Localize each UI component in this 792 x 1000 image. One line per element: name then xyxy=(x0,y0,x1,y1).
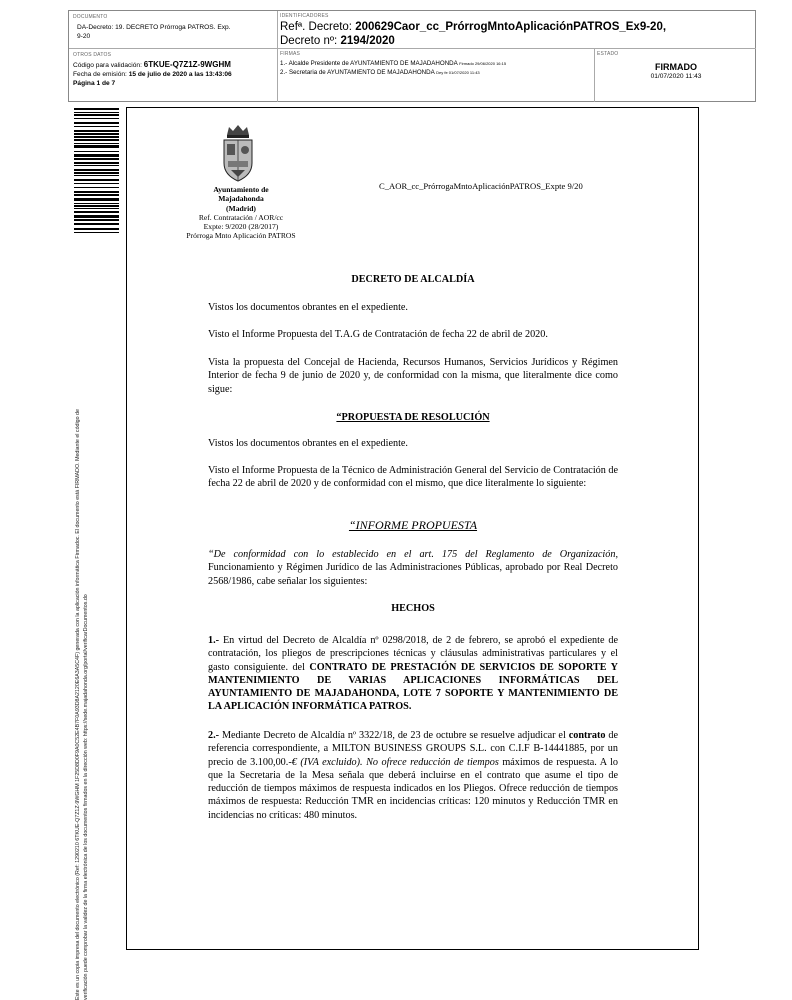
firmas-cell xyxy=(280,51,592,77)
documento-cell xyxy=(73,14,273,41)
hecho-2-italic: € (IVA excluido). No ofrece reducción de tiempos xyxy=(291,756,499,768)
document-page xyxy=(126,107,699,950)
hecho-2-num: 2.- xyxy=(208,730,220,741)
hecho-1-num: 1.- xyxy=(208,635,220,646)
identificadores-cell xyxy=(280,13,755,48)
org-name-2: Majadahonda xyxy=(218,194,264,204)
paragraph-5: Visto el Informe Propuesta de la Técnico de Administración General del Servicio de Contratación de fecha 22 de abril de 2020 y de conformidad con el mismo, que dice literalmente lo siguiente: xyxy=(208,465,618,490)
hecho-2-bold: contrato xyxy=(568,730,606,741)
org-name-3: (Madrid) xyxy=(226,203,256,213)
propuesta-heading-text: “PROPUESTA DE RESOLUCIÓN xyxy=(336,412,490,423)
ref-value: 200629Caor_cc_PrórrogMntoAplicaciónPATROS_Ex9-20, xyxy=(355,21,667,33)
hecho-1-bold: CONTRATO DE PRESTACIÓN DE SERVICIOS DE SOPORTE Y MANTENIMIENTO DE VARIAS APLICACIONES INFORMÁTICAS DEL AYUNTAMIENTO DE MAJADAHONDA, LOTE 7 SOPORTE Y MANTENIMIENTO DE LA APLICACIÓN INFORMÁTICA PATROS. xyxy=(208,661,618,713)
paragraph-6 xyxy=(208,548,618,588)
paragraph-6-rest: Funcionamiento y Régimen Jurídico de las Administraciones Públicas, aprobado por Real Decreto 2568/1986, cabe señalar los siguientes: xyxy=(208,562,618,587)
divider xyxy=(69,48,756,49)
paragraph-1: Vistos los documentos obrantes en el expediente. xyxy=(208,302,408,313)
paragraph-6-italic: “De conformidad con lo establecido en el art. 175 del Reglamento de Organización, xyxy=(208,549,618,560)
fecha-value: 15 de julio de 2020 a las 13:43:06 xyxy=(128,70,232,78)
divider xyxy=(594,48,595,102)
paragraph-4: Vistos los documentos obrantes en el expediente. xyxy=(208,438,408,449)
document-code: C_AOR_cc_PrórrogaMntoAplicaciónPATROS_Expte 9/20 xyxy=(379,181,583,191)
coat-of-arms-icon xyxy=(219,123,257,185)
codigo-value: 6TKUE-Q7Z1Z-9WGHM xyxy=(143,60,231,69)
estado-date: 01/07/2020 11:43 xyxy=(650,73,702,80)
estado-label: ESTADO xyxy=(597,51,619,57)
informe-heading-text: “INFORME PROPUESTA xyxy=(348,518,478,532)
pagina-text: Página 1 de 7 xyxy=(73,79,116,87)
letterhead xyxy=(171,185,311,241)
barcode xyxy=(74,108,119,248)
documento-line2: 9-20 xyxy=(77,33,91,40)
paragraph-2: Visto el Informe Propuesta del T.A.G de Contratación de fecha 22 de abril de 2020. xyxy=(208,329,548,340)
estado-cell xyxy=(597,51,755,80)
decreto-num-value: 2194/2020 xyxy=(340,35,395,47)
barcode-bar xyxy=(74,233,119,234)
hecho-2-a: Mediante Decreto de Alcaldía nº 3322/18, de 23 de octubre se resuelve adjudicar el xyxy=(219,730,569,741)
documento-label: DOCUMENTO xyxy=(73,14,108,20)
side-verification-text xyxy=(74,300,102,1000)
signature-header xyxy=(68,10,756,102)
decreto-num-prefix: Decreto nº: xyxy=(280,35,338,47)
otros-datos-cell xyxy=(73,52,273,88)
org-name-1: Ayuntamiento de xyxy=(213,185,269,194)
firma-1: 1.- Alcalde Presidente de AYUNTAMIENTO DE MAJADAHONDA xyxy=(280,60,458,67)
estado-value: FIRMADO xyxy=(655,62,697,72)
firma-2-date: Dey fe 01/07/2020 11:43 xyxy=(436,70,480,75)
ref-line-1: Ref. Contratación / AOR/cc xyxy=(198,212,284,222)
decree-title: DECRETO DE ALCALDÍA xyxy=(351,274,475,285)
firma-1-date: Firmado 29/06/2020 16:15 xyxy=(459,61,507,66)
hecho-1 xyxy=(208,634,618,714)
otros-datos-label: OTROS DATOS xyxy=(73,52,112,58)
side-line-2: verificación puede comprobar la validez de la firma electrónica de los documentos firmados en la dirección web: https://sede.majadahonda.org/portal/verificarDocumentos.do xyxy=(83,594,89,1000)
hechos-heading: HECHOS xyxy=(391,603,435,614)
propuesta-heading xyxy=(208,411,618,424)
hecho-1-text: En virtud del Decreto de Alcaldía nº 0298/2018, de 2 de febrero, se aprobó el expediente de contratación, los pliegos de prescripciones técnicas y cláusulas administrativas particulares y el gasto consiguiente. del xyxy=(208,635,618,673)
ref-prefix: Refª. Decreto: xyxy=(280,21,353,33)
ref-line-3: Prórroga Mnto Aplicación PATROS xyxy=(186,231,296,241)
hecho-2-b: de referencia correspondiente, a MILTON BUSINESS GROUPS S.L. con C.I.F B-14441885, por un precio de 3.100,00.- xyxy=(208,730,619,768)
firmas-label: FIRMAS xyxy=(280,51,301,57)
codigo-prefix: Código para validación: xyxy=(73,62,142,69)
identificadores-label: IDENTIFICADORES xyxy=(280,13,329,19)
firma-2: 2.- Secretaria de AYUNTAMIENTO DE MAJADAHONDA xyxy=(280,69,435,76)
hecho-2-c: máximos de respuesta. A lo que la Secretaria de la Mesa señala que deberá incluirse en el contrato que asume el tipo de reducción de tiempos máximos de respuesta indicados en los Pliegos. Ofrece reducción de tiempos máximos de respuesta: Reducción TMR en incidencias críticas: 120 minutos y Reducción TMR en incidencias no críticas: 480 minutos. xyxy=(208,756,619,821)
side-line-1: Este es un copia impresa del documento electrónico (Ref: 1290210 6TKUE-Q7Z1Z-9WGHM 1F25D8D0F9A0C52E4B7F0A93D8A2120E6A3A5C4F) generada con la aplicación informática Firmadoc. El documento está FIRMADO. Mediante el código de xyxy=(75,409,81,1000)
informe-heading xyxy=(208,519,618,532)
fecha-prefix: Fecha de emisión: xyxy=(73,70,127,78)
divider xyxy=(277,11,278,102)
hecho-2 xyxy=(208,729,618,822)
paragraph-3: Vista la propuesta del Concejal de Hacienda, Recursos Humanos, Servicios Jurídicos y Régimen Interior de fecha 9 de junio de 2020 y, de conformidad con la misma, que literalmente dice como sigue: xyxy=(208,357,618,395)
documento-line1: DA-Decreto: 19. DECRETO Prórroga PATROS. Exp. xyxy=(77,24,231,31)
ref-line-2: Expte: 9/2020 (28/2017) xyxy=(203,222,279,232)
